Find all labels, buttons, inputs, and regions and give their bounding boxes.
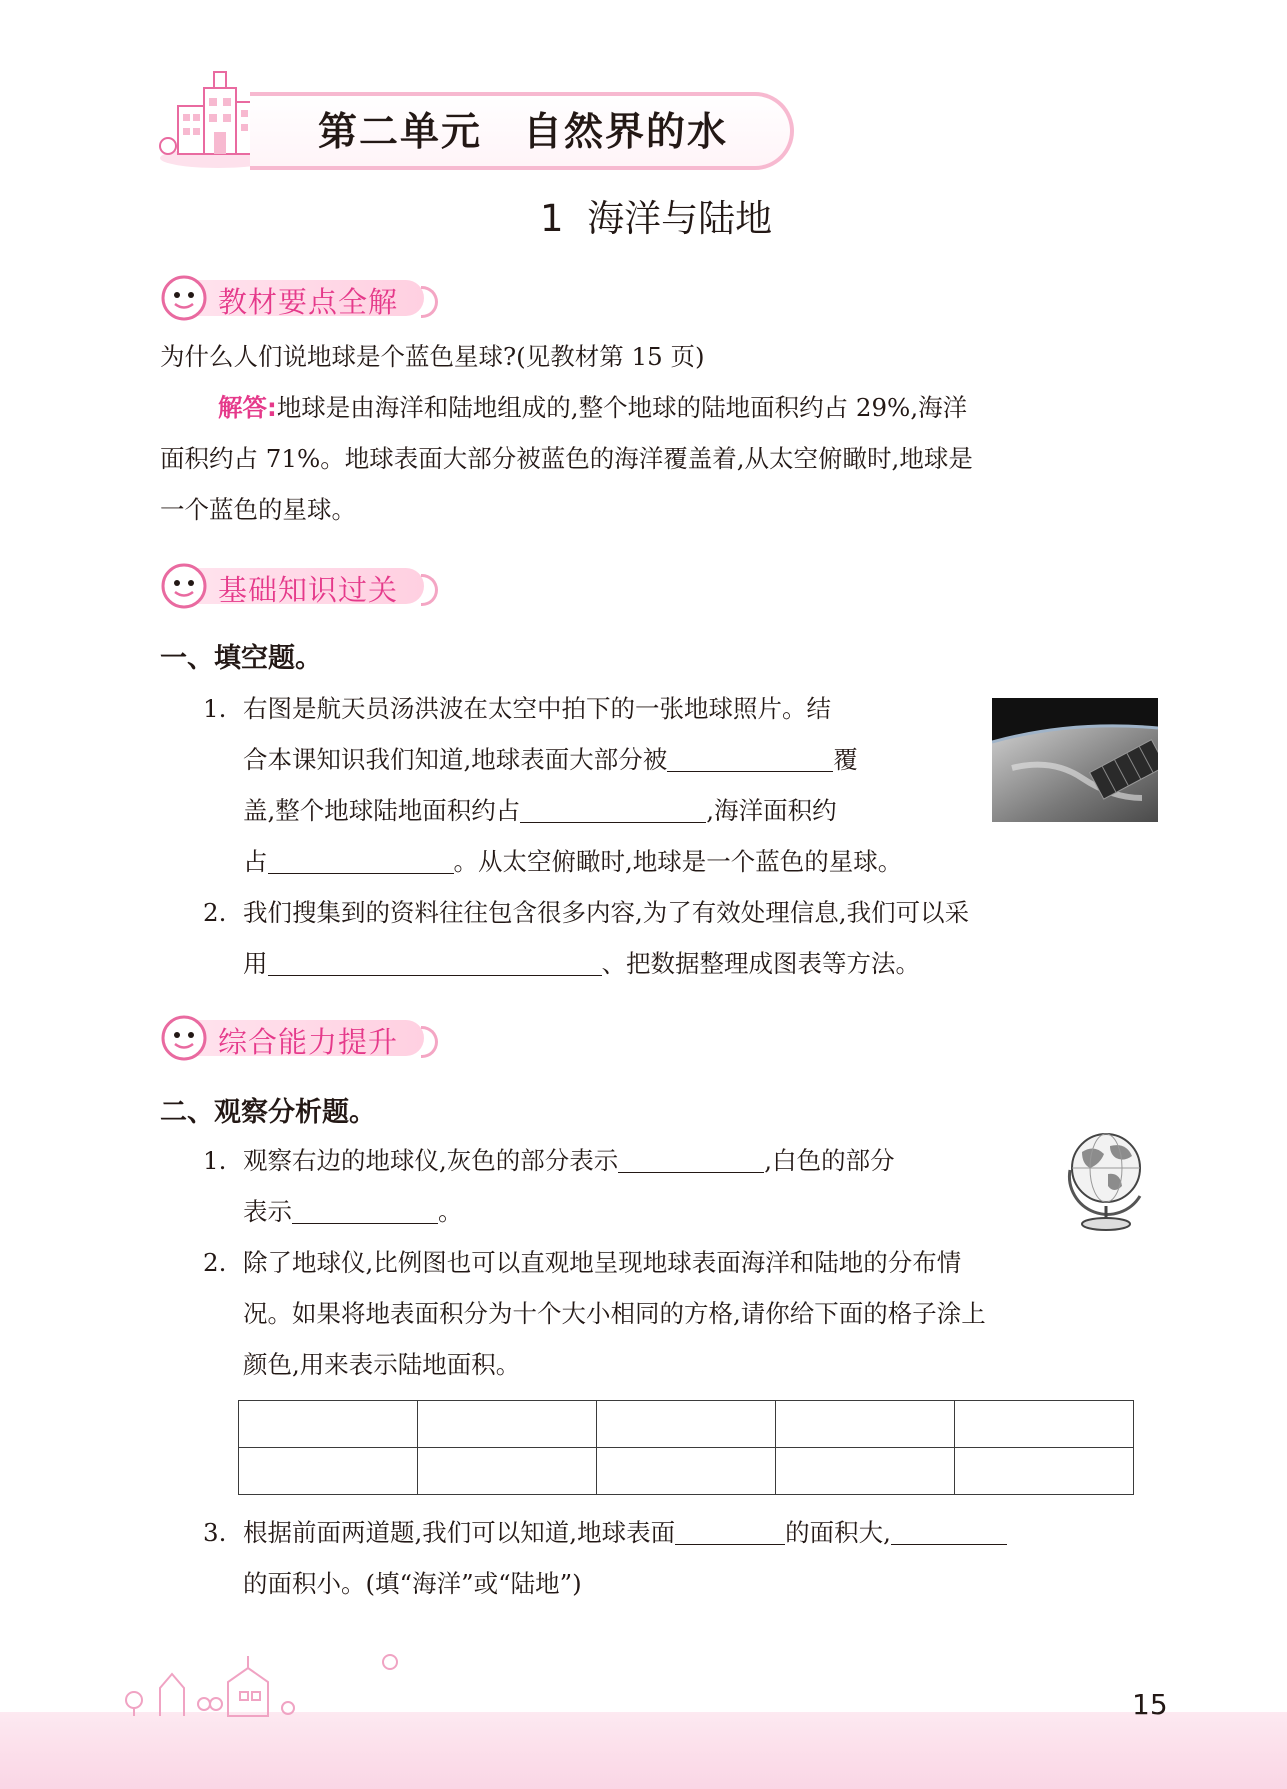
p1-q2-line xyxy=(203,887,969,938)
answer-label: 解答: xyxy=(218,393,277,422)
p2-q3-line: 的面积小。(填“海洋”或“陆地”) xyxy=(243,1569,582,1598)
p1-q1-line xyxy=(243,734,858,785)
part1-heading: 一、填空题。 xyxy=(160,643,322,674)
question-text: 除了地球仪,比例图也可以直观地呈现地球表面海洋和陆地的分布情 xyxy=(243,1248,962,1277)
section-label: 教材要点全解 xyxy=(218,285,399,319)
answer-line: 面积约占 71%。地球表面大部分被蓝色的海洋覆盖着,从太空俯瞰时,地球是 xyxy=(160,444,973,473)
mascot-icon xyxy=(160,274,208,322)
p1-q1-line xyxy=(243,785,837,836)
grid-row xyxy=(239,1401,1134,1448)
grid-cell[interactable] xyxy=(955,1401,1134,1448)
answer-blank[interactable] xyxy=(891,1514,1007,1545)
question-text: 占 xyxy=(243,847,268,876)
section-tag-basic xyxy=(160,562,440,610)
p2-q1-line xyxy=(243,1186,463,1237)
answer-line: 一个蓝色的星球。 xyxy=(160,495,356,524)
p2-q3-line xyxy=(203,1507,1007,1558)
answer-blank[interactable] xyxy=(675,1514,785,1545)
answer-blank[interactable] xyxy=(292,1193,438,1224)
grid-cell[interactable] xyxy=(418,1401,597,1448)
question-text: 我们搜集到的资料往往包含很多内容,为了有效处理信息,我们可以采 xyxy=(243,898,970,927)
unit-title: 第二单元 自然界的水 xyxy=(318,110,729,155)
question-text: 根据前面两道题,我们可以知道,地球表面 xyxy=(243,1518,676,1547)
grid-row xyxy=(239,1448,1134,1495)
question-text: 。 xyxy=(438,1197,463,1226)
question-number: 1. xyxy=(203,1146,227,1175)
answer-line xyxy=(218,382,967,433)
mascot-icon xyxy=(160,562,208,610)
p2-q2-line: 况。如果将地表面积分为十个大小相同的方格,请你给下面的格子涂上 xyxy=(243,1299,986,1328)
part2-heading: 二、观察分析题。 xyxy=(160,1097,376,1128)
question-number: 2. xyxy=(203,898,227,927)
question-text: 盖,整个地球陆地面积约占 xyxy=(243,796,521,825)
question-number: 1. xyxy=(203,694,227,723)
grid-cell[interactable] xyxy=(418,1448,597,1495)
answer-blank[interactable] xyxy=(268,945,602,976)
grid-cell[interactable] xyxy=(597,1448,776,1495)
answer-blank[interactable] xyxy=(268,843,454,874)
p1-q1-line xyxy=(203,683,831,734)
globe-illustration xyxy=(1060,1124,1154,1236)
key-question: 为什么人们说地球是个蓝色星球?(见教材第 15 页) xyxy=(160,342,705,371)
answer-text: 地球是由海洋和陆地组成的,整个地球的陆地面积约占 29%,海洋 xyxy=(276,393,968,422)
question-text: 观察右边的地球仪,灰色的部分表示 xyxy=(243,1146,619,1175)
page-number: 15 xyxy=(1132,1688,1168,1721)
question-text: 、把数据整理成图表等方法。 xyxy=(601,949,920,978)
grid-cell[interactable] xyxy=(239,1401,418,1448)
grid-cell[interactable] xyxy=(776,1401,955,1448)
land-area-grid xyxy=(238,1400,1134,1495)
answer-blank[interactable] xyxy=(667,741,833,772)
grid-cell[interactable] xyxy=(776,1448,955,1495)
p1-q2-line xyxy=(243,938,920,989)
mascot-icon xyxy=(160,1014,208,1062)
section-tag-advanced xyxy=(160,1014,440,1062)
question-number: 3. xyxy=(203,1518,227,1547)
p2-q2-line: 颜色,用来表示陆地面积。 xyxy=(243,1350,521,1379)
footer-band xyxy=(0,1712,1287,1789)
grid-cell[interactable] xyxy=(239,1448,418,1495)
earth-from-space-photo xyxy=(992,698,1158,822)
lesson-title: 1 海洋与陆地 xyxy=(540,197,773,240)
section-tag-key-points xyxy=(160,274,440,322)
question-number: 2. xyxy=(203,1248,227,1277)
p2-q1-line xyxy=(203,1135,895,1186)
grid-cell[interactable] xyxy=(597,1401,776,1448)
footer-town-illustration xyxy=(120,1648,420,1718)
p1-q1-line xyxy=(243,836,902,887)
question-text: 。从太空俯瞰时,地球是一个蓝色的星球。 xyxy=(453,847,903,876)
question-text: ,海洋面积约 xyxy=(706,796,837,825)
answer-blank[interactable] xyxy=(618,1142,764,1173)
question-text: 表示 xyxy=(243,1197,292,1226)
question-text: 覆 xyxy=(833,745,858,774)
p2-q2-line xyxy=(203,1237,961,1288)
grid-cell[interactable] xyxy=(955,1448,1134,1495)
question-text: 的面积大, xyxy=(785,1518,891,1547)
question-text: 合本课知识我们知道,地球表面大部分被 xyxy=(243,745,668,774)
section-label: 基础知识过关 xyxy=(218,573,399,607)
question-text: ,白色的部分 xyxy=(764,1146,895,1175)
question-text: 用 xyxy=(243,949,268,978)
question-text: 右图是航天员汤洪波在太空中拍下的一张地球照片。结 xyxy=(243,694,831,723)
section-label: 综合能力提升 xyxy=(218,1025,399,1059)
answer-blank[interactable] xyxy=(520,792,706,823)
